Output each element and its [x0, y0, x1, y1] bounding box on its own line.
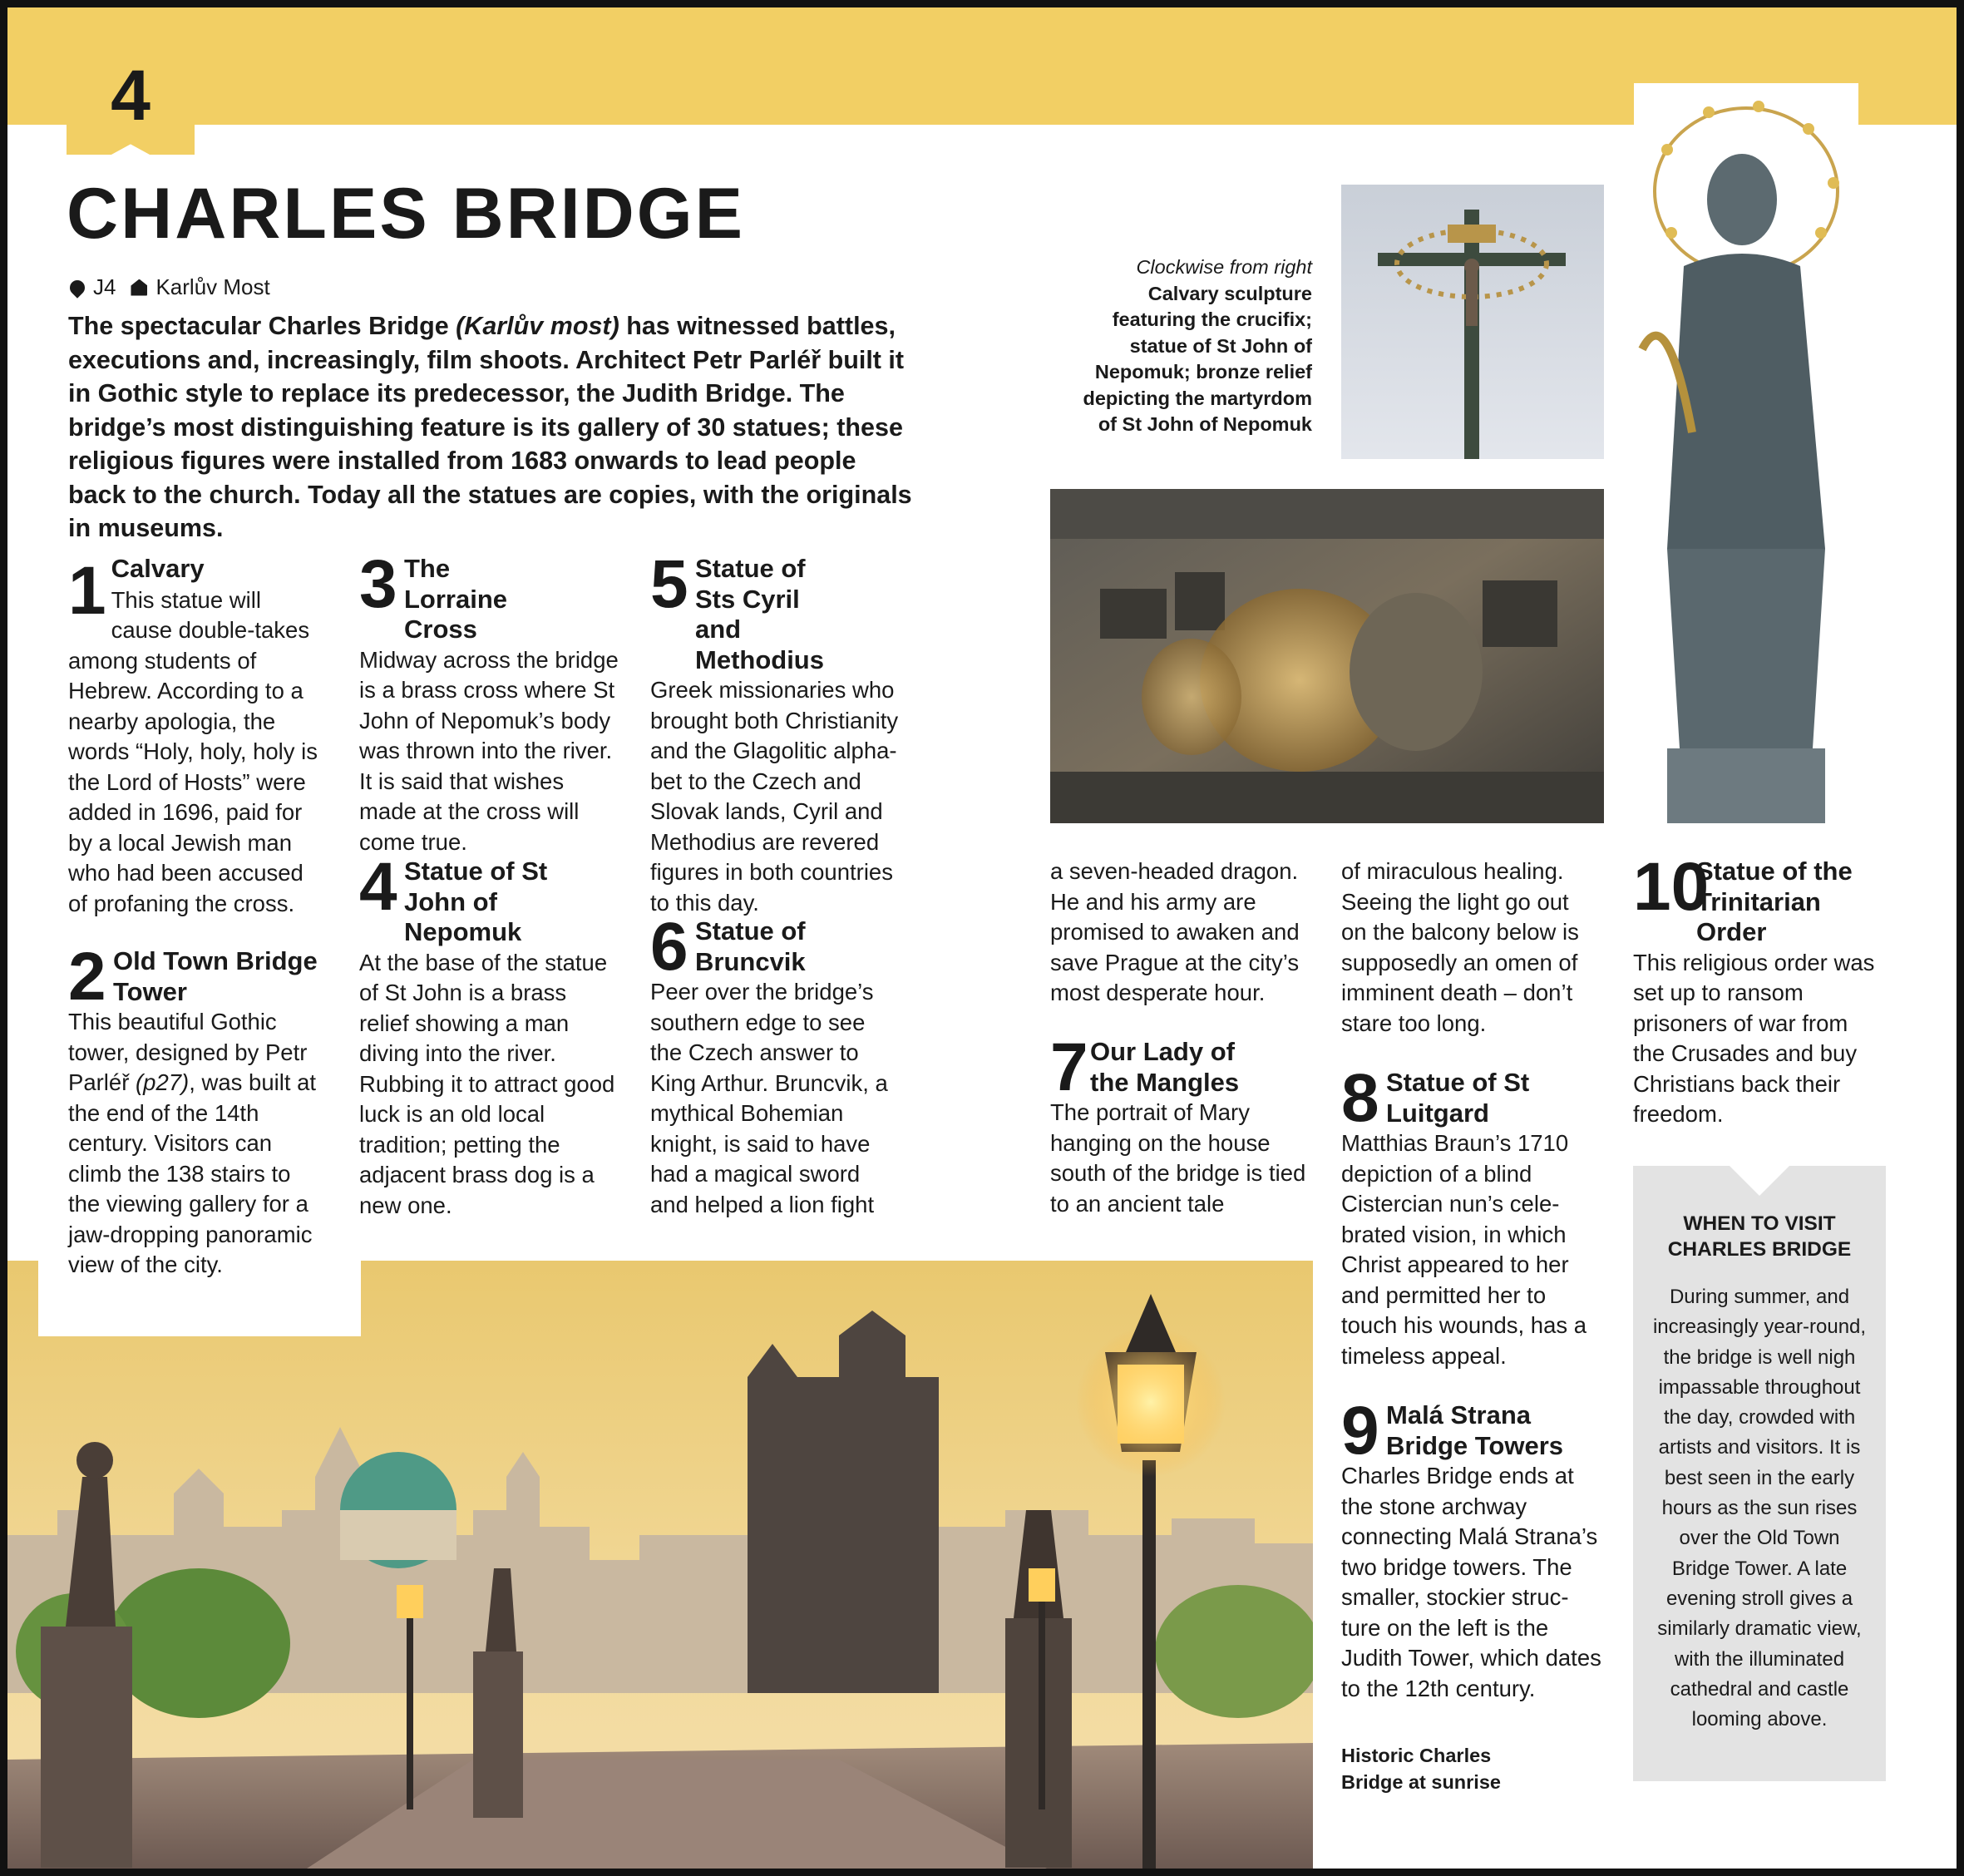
entry-number: 2 [68, 939, 106, 1015]
entry-title: Statue of St Luitgard [1386, 1068, 1530, 1128]
caption-text: Calvary sculpture featuring the crucifix; statue of St John of Nepomuk; bronze relief depicting the martyrdom of St John of Nepomuk [1083, 282, 1312, 435]
entry-body: At the base of the statue of St John is a brass relief showing a man diving into the river. Rubbing it to attract good luck is an old local tradition; petting the adjacent brass dog is a new one. [359, 949, 615, 1218]
address: Karlův Most [155, 274, 270, 299]
entry-title: Old Town Bridge Tower [113, 946, 318, 1006]
entry-title: Calvary [111, 554, 205, 583]
intro-paragraph [68, 309, 916, 546]
tip-body: During summer, and increasingly year-round, the bridge is well nigh impassable throughout the day, crowded with artists and visitors. It is best seen in the early hours as the sun rises over the Old Town Bridge Tower. A late evening stroll gives a similarly dramatic view, with the illuminated cathedral and castle looming above. [1652, 1286, 1867, 1731]
bruncvik-continuation [1050, 857, 1315, 1009]
entry-bruncvik [650, 909, 900, 1220]
grid-reference: J4 [93, 274, 116, 299]
entry-number: 9 [1341, 1393, 1379, 1469]
entry-calvary [68, 554, 326, 919]
entry-our-lady-of-the-mangles [1050, 1029, 1308, 1219]
location-meta [70, 274, 270, 300]
charles-bridge-sunrise-photo [7, 1261, 1313, 1869]
bronze-relief-photo [1050, 489, 1604, 823]
entry-body: The portrait of Mary hanging on the house south of the bridge is tied to an ancient tale [1050, 1099, 1306, 1217]
page-number: 4 [111, 56, 151, 136]
caption-lead: Clockwise from right [1136, 256, 1312, 278]
entry-number: 4 [359, 849, 397, 925]
entry-mala-strana-bridge-towers [1341, 1393, 1607, 1704]
entry-st-john-of-nepomuk [359, 849, 617, 1221]
entry-lorraine-cross [359, 546, 625, 857]
entry-body: Peer over the bridge’s southern edge to see the Czech answer to King Arthur. Bruncvik, a mythical Bohemian knight, is said to have had a magical sword and helped a lion fight [650, 979, 888, 1217]
st-john-statue-photo [1634, 83, 1858, 823]
entry-title: The Lorraine Cross [404, 554, 508, 644]
entry-old-town-bridge-tower [68, 939, 326, 1281]
tip-title: WHEN TO VISIT CHARLES BRIDGE [1667, 1212, 1852, 1261]
entry-title: Statue of Sts Cyril and Methodius [695, 554, 824, 674]
continuation-text: of miraculous healing. Seeing the light go out on the balcony below is supposedly an omen of imminent death – don’t stare too long. [1341, 858, 1579, 1036]
entry-body: Greek missionaries who brought both Christianity and the Glagolitic alpha-bet to the Czech and Slovak lands, Cyril and Methodius are revered figures in both countries to this day. [650, 677, 899, 916]
entry-body-b: , was built at the end of the 14th century. Visitors can climb the 138 stairs to the viewing gallery for a jaw-dropping panoramic view of the city. [68, 1069, 317, 1277]
photos-caption [1073, 254, 1312, 438]
entry-number: 5 [650, 546, 688, 622]
entry-title: Malá Strana Bridge Towers [1386, 1400, 1564, 1460]
map-pin-icon [67, 277, 87, 298]
entry-title: Statue of Bruncvik [695, 916, 806, 976]
entry-st-luitgard [1341, 1060, 1599, 1371]
entry-body-a: This beautiful Gothic tower, designed by Petr Parléř [68, 1009, 308, 1095]
continuation-text: a seven-headed dragon. He and his army are promised to awaken and save Prague at the city’s most desperate hour. [1050, 858, 1300, 1005]
entry-body: Charles Bridge ends at the stone archway connecting Malá Strana’s two bridge towers. The smaller, stockier struc-ture on the left is the Judith Tower, which dates to the 12th century. [1341, 1463, 1601, 1701]
intro-text-b: has witnessed battles, executions and, increasingly, film shoots. Architect Petr Parléř built it in Gothic style to replace its predecessor, the Judith Bridge. The bridge’s most distinguishing feature is its gallery of 30 statues; these religious figures were installed from 1683 onwards to lead people back to the church. Today all the statues are copies, with the originals in museums. [68, 312, 912, 542]
entry-body: Matthias Braun’s 1710 depiction of a blind Cistercian nun’s cele-brated vision, in which Christ appeared to her and permitted her to touch his wounds, has a timeless appeal. [1341, 1130, 1587, 1369]
mangles-continuation [1341, 857, 1591, 1039]
entry-body: Midway across the bridge is a brass cross where St John of Nepomuk’s body was thrown into the river. It is said that wishes made at the cross will come true. [359, 646, 619, 855]
entry-number: 6 [650, 909, 688, 985]
entry-title: Our Lady of the Mangles [1090, 1037, 1240, 1097]
intro-text-italic: (Karlův most) [456, 312, 619, 340]
calvary-crucifix-photo [1341, 185, 1604, 459]
bridge-photo-caption: Historic Charles Bridge at sunrise [1341, 1745, 1501, 1793]
home-icon [131, 279, 147, 296]
entry-body [68, 1007, 326, 1281]
entry-title: Statue of St John of Nepomuk [404, 857, 548, 946]
entry-body: This statue will cause double-takes among students of Hebrew. According to a nearby apologia, the words “Holy, holy, holy is the Lord of Hosts” were added in 1696, paid for by a local Jewish man who had been accused of profaning the cross. [68, 586, 318, 916]
entry-body-italic: (p27) [136, 1069, 190, 1095]
page-title: CHARLES BRIDGE [67, 174, 746, 254]
entry-cyril-methodius [650, 546, 916, 918]
tip-box [1633, 1166, 1886, 1781]
intro-text-a: The spectacular Charles Bridge [68, 312, 456, 340]
entry-number: 7 [1050, 1029, 1088, 1105]
entry-number: 1 [68, 553, 106, 629]
entry-body: This religious order was set up to ransom prisoners of war from the Crusades and buy Christians back their freedom. [1633, 949, 1875, 1127]
entry-number: 3 [359, 546, 397, 622]
entry-title: Statue of the Trinitarian Order [1696, 857, 1853, 946]
entry-number: 10 [1633, 849, 1710, 925]
entry-number: 8 [1341, 1060, 1379, 1136]
entry-trinitarian-order [1633, 849, 1883, 1130]
